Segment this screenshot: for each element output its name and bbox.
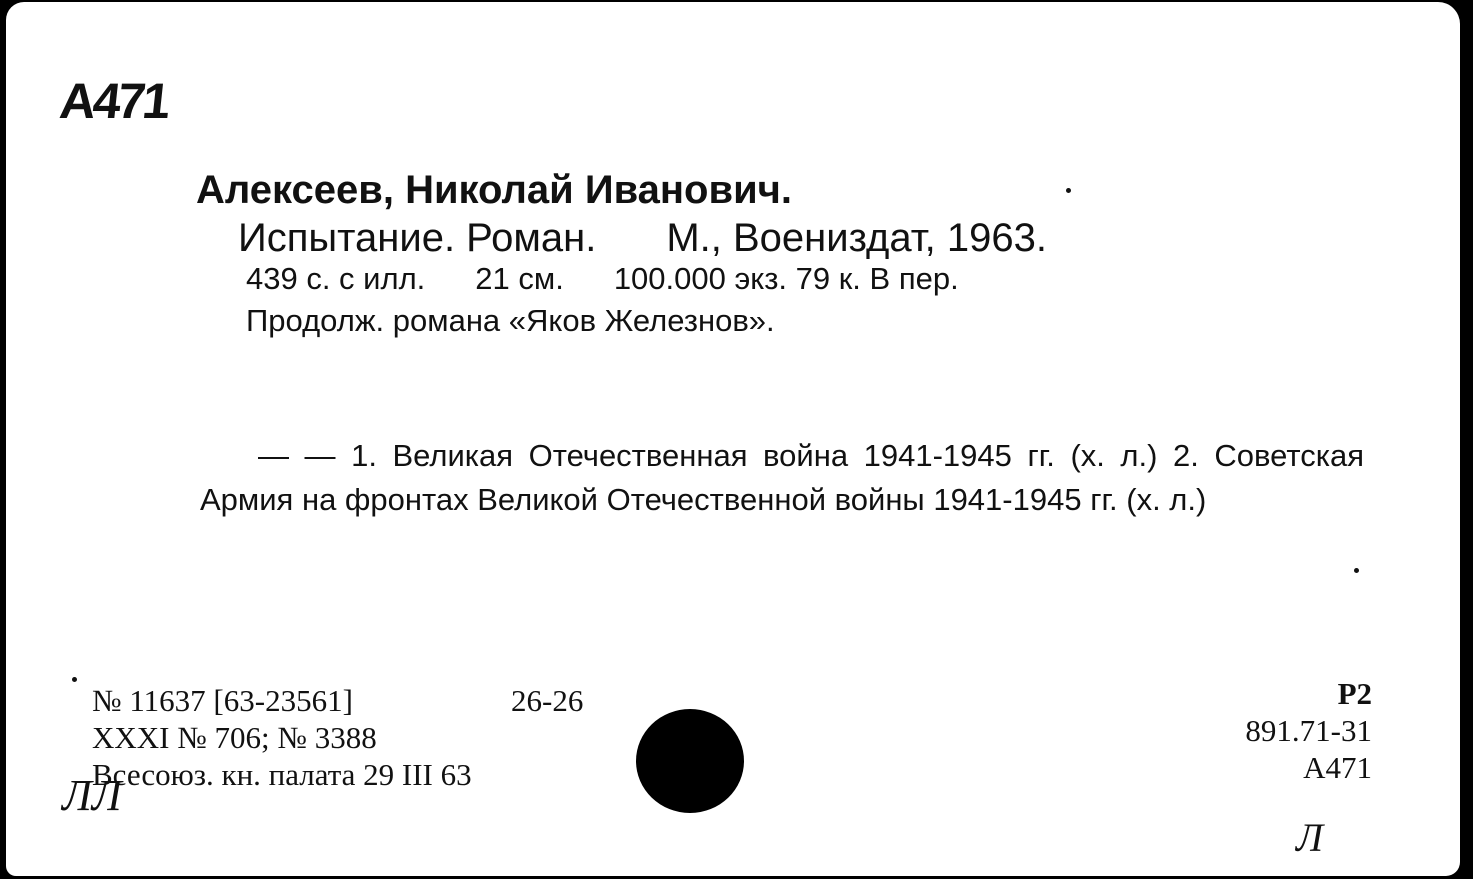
shelf-mark: A471 — [57, 73, 171, 129]
pages-illustrations: 439 с. с илл. — [246, 261, 426, 296]
catalog-card — [6, 2, 1460, 876]
note: Продолж. романа «Яков Железнов». — [246, 303, 775, 338]
book-title: Испытание. Роман. — [238, 216, 597, 260]
author-mark: А471 — [1303, 750, 1372, 785]
imprint: М., Воениздат, 1963. — [666, 216, 1047, 260]
handwritten-mark: ЛЛ — [62, 771, 122, 820]
punch-hole — [636, 709, 744, 813]
class-code: Р2 — [1337, 676, 1372, 711]
record-code: 26-26 — [511, 683, 584, 718]
title-line — [238, 216, 1047, 261]
print-run-price: 100.000 экз. 79 к. В пер. — [613, 261, 959, 296]
classification-block — [1245, 675, 1372, 786]
size: 21 см. — [475, 261, 564, 296]
speck — [1066, 188, 1071, 193]
physical-description — [246, 261, 959, 297]
subject-headings: — — 1. Великая Отечественная война 1941-1945 гг. (х. л.) 2. Советская Армия на фронтах Великой Отечественной войны 1941-1945 гг. (х. л.) — [200, 438, 1364, 517]
handwritten-corner-mark: Л — [1296, 815, 1324, 860]
series-line: XXXI № 706; № 3388 — [92, 720, 377, 755]
speck — [72, 677, 77, 682]
speck — [1354, 568, 1359, 573]
author-name: Алексеев, Николай Иванович. — [196, 168, 792, 212]
card-edge-shadow — [1460, 0, 1473, 879]
book-chamber-line: Всесоюз. кн. палата 29 III 63 — [92, 757, 472, 792]
class-index: 891.71-31 — [1245, 713, 1372, 748]
record-number: № 11637 [63-23561] — [92, 683, 353, 718]
